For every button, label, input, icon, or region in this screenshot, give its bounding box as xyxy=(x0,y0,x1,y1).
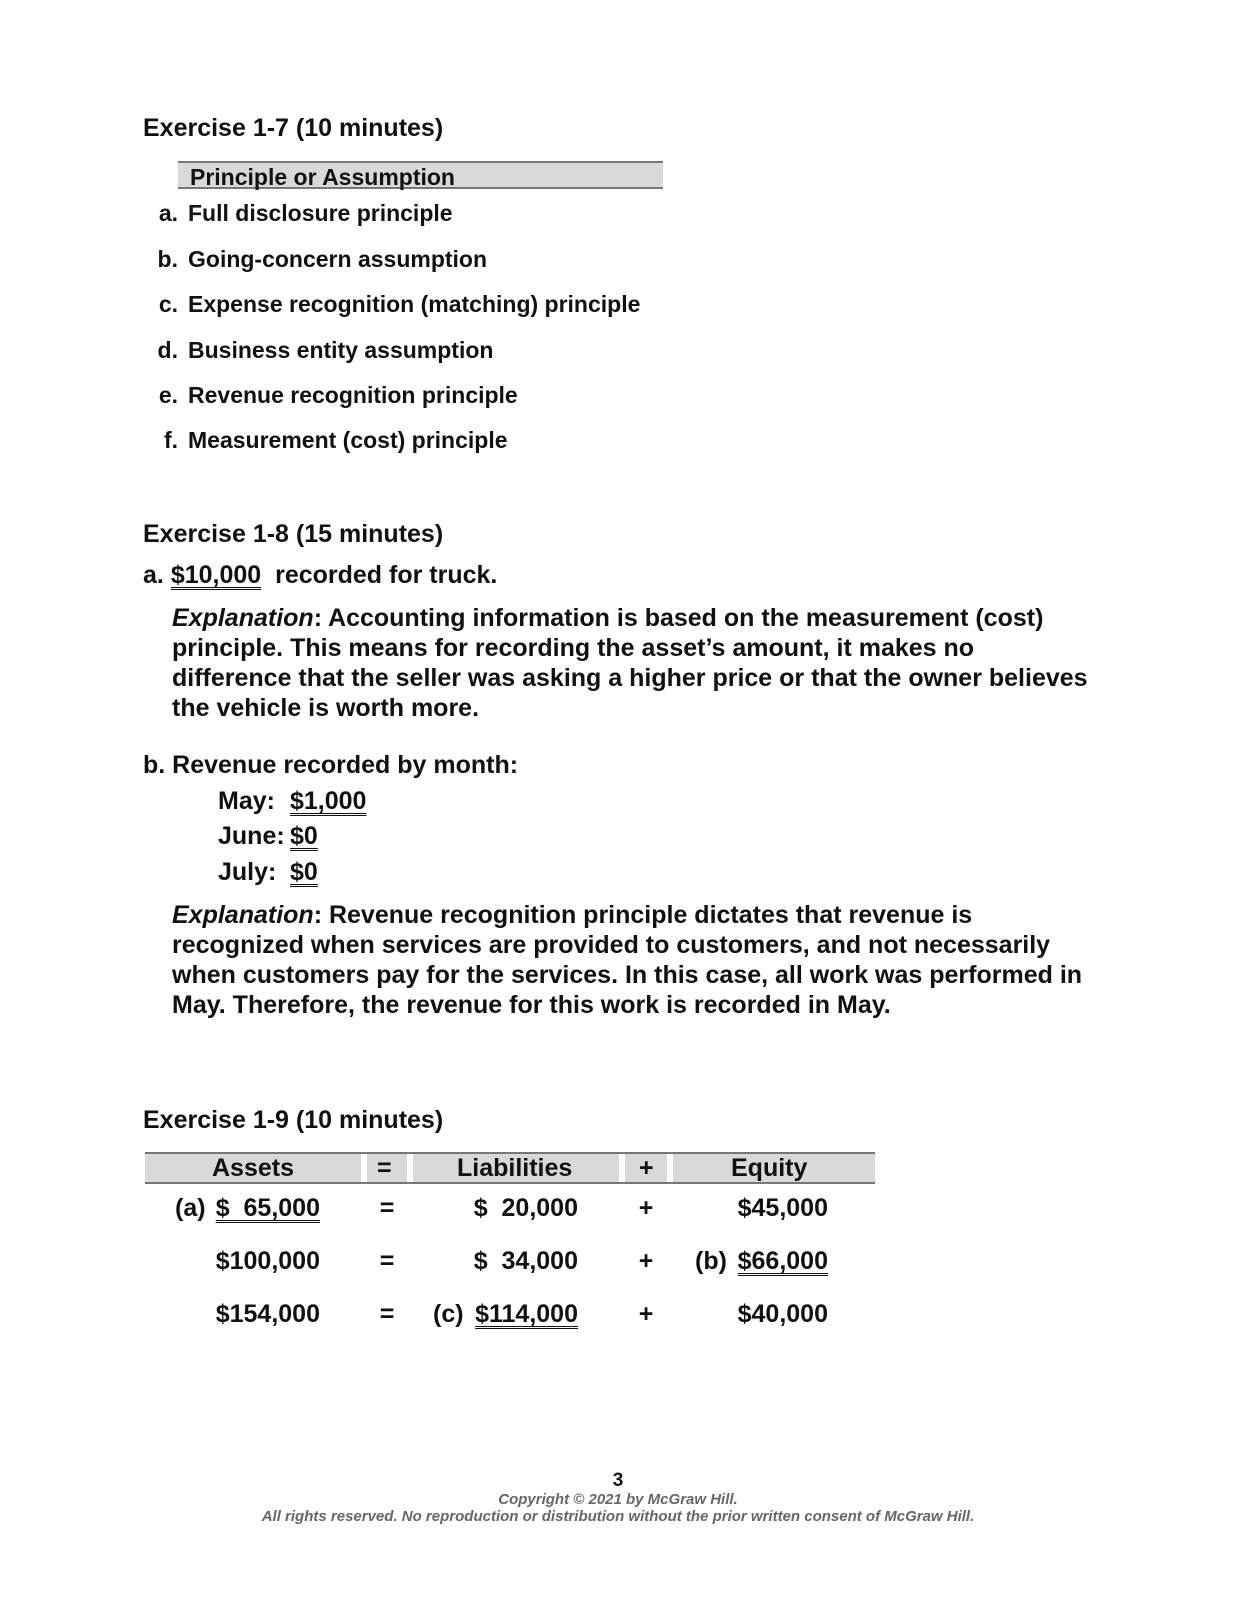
equity-header: Equity xyxy=(731,1154,808,1182)
table-row-label: (c) xyxy=(433,1300,464,1328)
principle-row: b. Going-concern assumption xyxy=(157,246,488,272)
plus-sign: + xyxy=(638,1194,654,1222)
equation-table-header xyxy=(145,1152,875,1184)
equals-sign: = xyxy=(379,1300,395,1328)
assets-value: $154,000 xyxy=(215,1300,320,1328)
liabilities-value: $114,000 xyxy=(475,1300,578,1328)
principle-column-header: Principle or Assumption xyxy=(190,164,455,190)
principle-table-header xyxy=(178,161,663,189)
month-row: May: $1,000 xyxy=(218,787,367,815)
equity-value: $40,000 xyxy=(737,1300,828,1328)
principle-row: e. Revenue recognition principle xyxy=(158,382,518,408)
equity-value: $45,000 xyxy=(737,1194,828,1222)
month-row: July: $0 xyxy=(218,858,318,886)
exercise-1-7-title: Exercise 1-7 (10 minutes) xyxy=(143,114,444,142)
page-number: 3 xyxy=(612,1470,624,1491)
liabilities-value: $ 34,000 xyxy=(473,1247,578,1275)
liabilities-header: Liabilities xyxy=(457,1154,573,1182)
assets-header: Assets xyxy=(212,1154,294,1182)
part-a-line: a. $10,000 recorded for truck. xyxy=(143,561,498,589)
table-row-label: (b) xyxy=(695,1247,727,1275)
principle-row: a. Full disclosure principle xyxy=(158,200,453,226)
plus-sign: + xyxy=(638,1300,654,1328)
copyright-line: Copyright © 2021 by McGraw Hill. xyxy=(498,1491,738,1508)
equals-sign: = xyxy=(379,1194,395,1222)
part-b-title: b. Revenue recorded by month: xyxy=(143,751,519,779)
exercise-1-8-title: Exercise 1-8 (15 minutes) xyxy=(143,520,444,548)
explanation-b: Explanation: Revenue recognition principle dictates that revenue is recognized when services are provided to customers, and not necessarily when customers pay for the services. In this case, all work was performed in May. Therefore, the revenue for this work is recorded in May. xyxy=(172,901,1083,1019)
assets-value: $100,000 xyxy=(215,1247,320,1275)
explanation-a: Explanation: Accounting information is based on the measurement (cost) principle. This means for recording the asset’s amount, it makes no difference that the seller was asking a higher price or that the owner believes the vehicle is worth more. xyxy=(172,604,1088,722)
exercise-1-9-title: Exercise 1-9 (10 minutes) xyxy=(143,1106,444,1134)
equals-header: = xyxy=(377,1154,392,1182)
liabilities-value: $ 20,000 xyxy=(473,1194,578,1222)
rights-line: All rights reserved. No reproduction or distribution without the prior written consent of McGraw Hill. xyxy=(261,1508,975,1525)
plus-header: + xyxy=(639,1154,654,1182)
month-row: June: $0 xyxy=(218,822,318,850)
equity-value: $66,000 xyxy=(737,1247,828,1275)
truck-amount: $10,000 xyxy=(170,561,262,589)
table-row-label: (a) xyxy=(175,1194,206,1222)
equals-sign: = xyxy=(379,1247,395,1275)
plus-sign: + xyxy=(638,1247,654,1275)
principle-row: f. Measurement (cost) principle xyxy=(163,427,508,453)
assets-value: $ 65,000 xyxy=(215,1194,320,1222)
principle-row: d. Business entity assumption xyxy=(157,337,494,363)
principle-row: c. Expense recognition (matching) principle xyxy=(158,291,641,317)
